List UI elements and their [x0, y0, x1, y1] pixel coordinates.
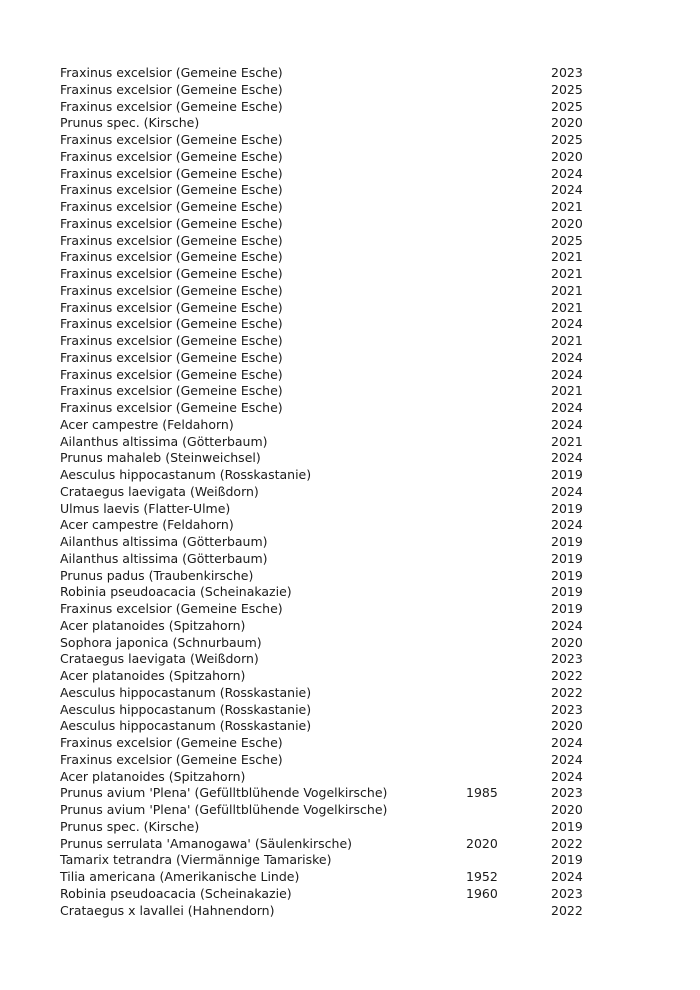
record-year: 2024 — [551, 751, 583, 767]
species-name: Tamarix tetrandra (Viermännige Tamariske) — [60, 852, 332, 868]
species-name: Fraxinus excelsior (Gemeine Esche) — [60, 98, 283, 114]
list-item — [60, 685, 600, 702]
list-item — [60, 534, 600, 551]
species-name: Fraxinus excelsior (Gemeine Esche) — [60, 249, 283, 265]
species-name: Fraxinus excelsior (Gemeine Esche) — [60, 81, 283, 97]
record-year: 2024 — [551, 768, 583, 784]
record-year: 2021 — [551, 433, 583, 449]
record-year: 2020 — [551, 718, 583, 734]
record-year: 2021 — [551, 282, 583, 298]
species-name: Fraxinus excelsior (Gemeine Esche) — [60, 215, 283, 231]
list-item — [60, 752, 600, 769]
list-item — [60, 852, 600, 869]
list-item — [60, 149, 600, 166]
list-item — [60, 702, 600, 719]
record-year: 2020 — [551, 148, 583, 164]
species-name: Fraxinus excelsior (Gemeine Esche) — [60, 232, 283, 248]
species-name: Aesculus hippocastanum (Rosskastanie) — [60, 718, 312, 734]
record-year: 2025 — [551, 132, 583, 147]
species-name: Fraxinus excelsior (Gemeine Esche) — [60, 165, 283, 181]
list-item — [60, 501, 600, 518]
list-item — [60, 417, 600, 434]
list-item — [60, 819, 600, 836]
list-item — [60, 718, 600, 735]
species-name: Acer campestre (Feldahorn) — [60, 517, 234, 533]
list-item — [60, 316, 600, 333]
list-item — [60, 99, 600, 116]
record-year: 2020 — [551, 215, 583, 231]
record-year: 2022 — [551, 668, 583, 683]
species-name: Crataegus x lavallei (Hahnendorn) — [60, 902, 275, 918]
record-year: 2025 — [551, 232, 583, 248]
record-year: 2023 — [551, 65, 583, 80]
record-year: 2024 — [551, 366, 583, 382]
species-name: Prunus serrulata 'Amanogawa' (Säulenkirsche) — [60, 835, 353, 851]
species-name: Prunus padus (Traubenkirsche) — [60, 567, 254, 583]
record-year: 2021 — [551, 249, 583, 265]
record-year: 2021 — [551, 266, 583, 281]
list-item — [60, 869, 600, 886]
record-year: 2024 — [551, 400, 583, 415]
record-year: 2024 — [551, 349, 583, 365]
species-name: Aesculus hippocastanum (Rosskastanie) — [60, 701, 312, 717]
list-item — [60, 836, 600, 853]
species-name: Acer platanoides (Spitzahorn) — [60, 617, 246, 633]
list-item — [60, 216, 600, 233]
species-name: Fraxinus excelsior (Gemeine Esche) — [60, 333, 283, 348]
list-item — [60, 249, 600, 266]
species-name: Ailanthus altissima (Götterbaum) — [60, 433, 268, 449]
species-name: Fraxinus excelsior (Gemeine Esche) — [60, 400, 283, 415]
species-name: Prunus spec. (Kirsche) — [60, 115, 200, 131]
species-name: Tilia americana (Amerikanische Linde) — [60, 869, 300, 884]
record-year: 2022 — [551, 902, 583, 918]
list-item — [60, 199, 600, 216]
record-year: 2024 — [551, 517, 583, 533]
record-year: 2023 — [551, 785, 583, 801]
list-item — [60, 65, 600, 82]
record-year: 2021 — [551, 299, 583, 315]
record-year: 2022 — [551, 684, 583, 700]
record-year: 2023 — [551, 651, 583, 667]
list-item — [60, 517, 600, 534]
species-name: Prunus spec. (Kirsche) — [60, 818, 200, 834]
list-item — [60, 769, 600, 786]
list-item — [60, 82, 600, 99]
list-item — [60, 350, 600, 367]
list-item — [60, 568, 600, 585]
record-year: 2023 — [551, 885, 583, 901]
planting-year: 2020 — [466, 835, 498, 851]
list-item — [60, 735, 600, 752]
list-item — [60, 283, 600, 300]
list-item — [60, 266, 600, 283]
species-name: Ailanthus altissima (Götterbaum) — [60, 550, 268, 566]
species-name: Fraxinus excelsior (Gemeine Esche) — [60, 132, 283, 147]
planting-year: 1960 — [466, 885, 498, 901]
species-name: Fraxinus excelsior (Gemeine Esche) — [60, 383, 283, 399]
species-name: Fraxinus excelsior (Gemeine Esche) — [60, 751, 283, 767]
record-year: 2024 — [551, 182, 583, 198]
species-name: Ailanthus altissima (Götterbaum) — [60, 534, 268, 549]
list-item — [60, 785, 600, 802]
species-name: Robinia pseudoacacia (Scheinakazie) — [60, 584, 292, 600]
species-name: Crataegus laevigata (Weißdorn) — [60, 651, 259, 667]
list-item — [60, 618, 600, 635]
species-name: Fraxinus excelsior (Gemeine Esche) — [60, 199, 283, 214]
record-year: 2021 — [551, 199, 583, 214]
species-name: Fraxinus excelsior (Gemeine Esche) — [60, 148, 283, 164]
list-item — [60, 601, 600, 618]
record-year: 2019 — [551, 818, 583, 834]
species-name: Prunus avium 'Plena' (Gefülltblühende Vogelkirsche) — [60, 802, 388, 817]
species-name: Fraxinus excelsior (Gemeine Esche) — [60, 349, 283, 365]
tree-list — [60, 65, 600, 919]
record-year: 2019 — [551, 584, 583, 600]
record-year: 2019 — [551, 567, 583, 583]
record-year: 2025 — [551, 98, 583, 114]
planting-year: 1952 — [466, 869, 498, 884]
list-item — [60, 132, 600, 149]
species-name: Fraxinus excelsior (Gemeine Esche) — [60, 65, 283, 80]
species-name: Aesculus hippocastanum (Rosskastanie) — [60, 684, 312, 700]
list-item — [60, 300, 600, 317]
list-item — [60, 484, 600, 501]
record-year: 2019 — [551, 852, 583, 868]
list-item — [60, 551, 600, 568]
list-item — [60, 886, 600, 903]
species-name: Robinia pseudoacacia (Scheinakazie) — [60, 885, 292, 901]
list-item — [60, 115, 600, 132]
record-year: 2019 — [551, 550, 583, 566]
record-year: 2025 — [551, 81, 583, 97]
list-item — [60, 903, 600, 920]
record-year: 2023 — [551, 701, 583, 717]
list-item — [60, 584, 600, 601]
record-year: 2024 — [551, 316, 583, 332]
list-item — [60, 802, 600, 819]
species-name: Prunus mahaleb (Steinweichsel) — [60, 450, 261, 466]
record-year: 2019 — [551, 601, 583, 616]
list-item — [60, 450, 600, 467]
species-name: Acer platanoides (Spitzahorn) — [60, 768, 246, 784]
list-item — [60, 182, 600, 199]
species-name: Fraxinus excelsior (Gemeine Esche) — [60, 266, 283, 281]
record-year: 2020 — [551, 802, 583, 817]
record-year: 2022 — [551, 835, 583, 851]
record-year: 2024 — [551, 617, 583, 633]
species-name: Crataegus laevigata (Weißdorn) — [60, 483, 259, 499]
record-year: 2024 — [551, 165, 583, 181]
record-year: 2019 — [551, 500, 583, 516]
record-year: 2020 — [551, 115, 583, 131]
species-name: Fraxinus excelsior (Gemeine Esche) — [60, 316, 283, 332]
record-year: 2024 — [551, 416, 583, 432]
species-name: Aesculus hippocastanum (Rosskastanie) — [60, 467, 312, 482]
record-year: 2024 — [551, 735, 583, 750]
record-year: 2019 — [551, 467, 583, 482]
species-name: Fraxinus excelsior (Gemeine Esche) — [60, 182, 283, 198]
species-name: Fraxinus excelsior (Gemeine Esche) — [60, 366, 283, 382]
list-item — [60, 367, 600, 384]
list-item — [60, 383, 600, 400]
record-year: 2020 — [551, 634, 583, 650]
list-item — [60, 651, 600, 668]
list-item — [60, 434, 600, 451]
record-year: 2021 — [551, 333, 583, 348]
species-name: Ulmus laevis (Flatter-Ulme) — [60, 500, 231, 516]
list-item — [60, 233, 600, 250]
list-item — [60, 668, 600, 685]
species-name: Prunus avium 'Plena' (Gefülltblühende Vogelkirsche) — [60, 785, 388, 801]
species-name: Fraxinus excelsior (Gemeine Esche) — [60, 299, 283, 315]
record-year: 2021 — [551, 383, 583, 399]
species-name: Sophora japonica (Schnurbaum) — [60, 634, 262, 650]
list-item — [60, 400, 600, 417]
record-year: 2024 — [551, 483, 583, 499]
list-item — [60, 166, 600, 183]
list-item — [60, 333, 600, 350]
species-name: Acer platanoides (Spitzahorn) — [60, 668, 246, 683]
record-year: 2024 — [551, 869, 583, 884]
list-item — [60, 467, 600, 484]
species-name: Fraxinus excelsior (Gemeine Esche) — [60, 735, 283, 750]
species-name: Fraxinus excelsior (Gemeine Esche) — [60, 282, 283, 298]
list-item — [60, 635, 600, 652]
planting-year: 1985 — [466, 785, 498, 801]
record-year: 2024 — [551, 450, 583, 466]
record-year: 2019 — [551, 534, 583, 549]
species-name: Acer campestre (Feldahorn) — [60, 416, 234, 432]
species-name: Fraxinus excelsior (Gemeine Esche) — [60, 601, 283, 616]
